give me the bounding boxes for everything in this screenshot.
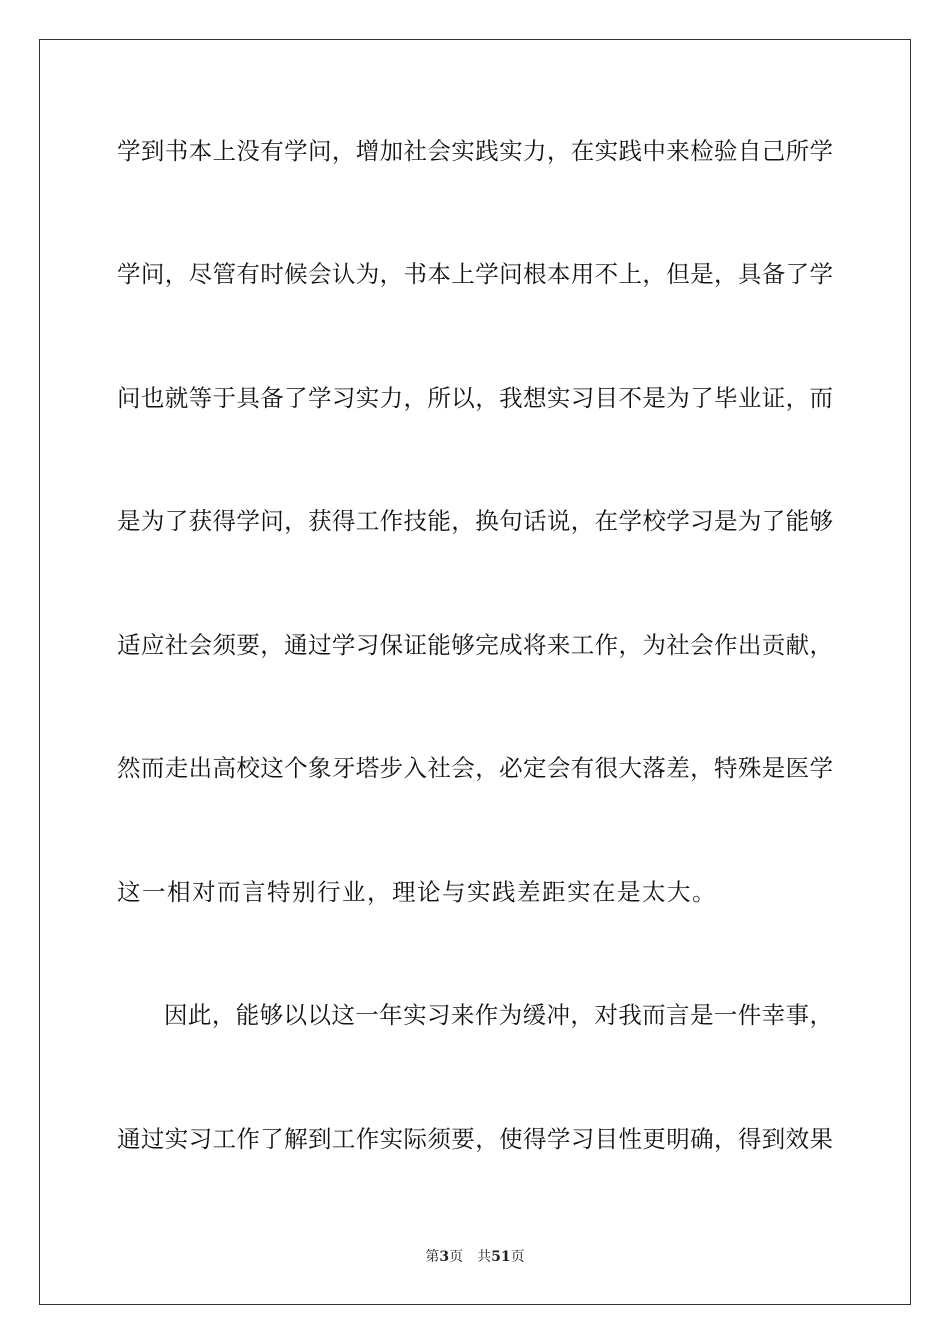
footer-page-prefix: 第 — [425, 1249, 440, 1265]
footer-total-suffix: 页 — [510, 1249, 525, 1265]
body-line-4: 是为了获得学问，获得工作技能，换句话说，在学校学习是为了能够 — [117, 507, 833, 535]
body-line-9: 通过实习工作了解到工作实际须要，使得学习目性更明确，得到效果 — [117, 1125, 833, 1153]
body-line-2: 学问，尽管有时候会认为，书本上学问根本用不上，但是，具备了学 — [117, 260, 833, 288]
body-line-3: 问也就等于具备了学习实力，所以，我想实习目不是为了毕业证，而 — [117, 384, 833, 412]
page-border — [39, 39, 911, 1305]
body-line-1: 学到书本上没有学问，增加社会实践实力，在实践中来检验自己所学 — [117, 137, 833, 165]
footer-total-prefix: 共 — [477, 1249, 492, 1265]
body-line-7: 这一相对而言特别行业，理论与实践差距实在是太大。 — [117, 878, 717, 906]
body-line-6: 然而走出高校这个象牙塔步入社会，必定会有很大落差，特殊是医学 — [117, 754, 833, 782]
footer-current-page: 3 — [439, 1249, 450, 1265]
body-line-5: 适应社会须要，通过学习保证能够完成将来工作，为社会作出贡献， — [117, 631, 833, 659]
footer-total-pages: 51 — [491, 1249, 511, 1265]
page-footer — [0, 1247, 950, 1267]
body-line-8-paragraph-start: 因此，能够以以这一年实习来作为缓冲，对我而言是一件幸事， — [164, 1001, 833, 1029]
footer-page-suffix: 页 — [449, 1249, 464, 1265]
